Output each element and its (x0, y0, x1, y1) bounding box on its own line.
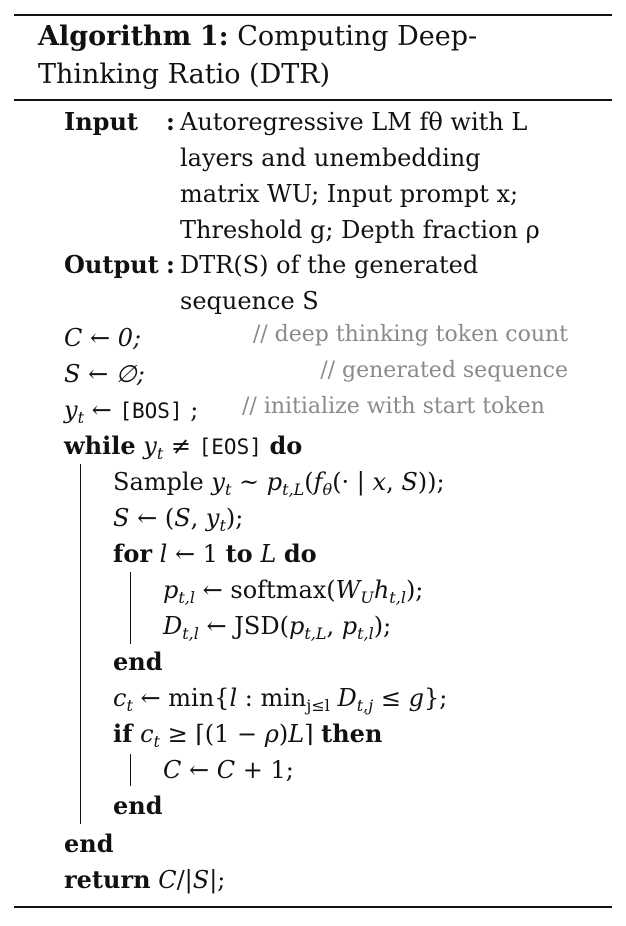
code-line-for: for l ← 1 to L do (113, 539, 317, 568)
while-block-bar (80, 464, 81, 824)
middle-rule (14, 99, 612, 101)
code-line-init-token: $y_t$ ← [BOS] ; (64, 396, 199, 427)
code-line-end-while: end (64, 829, 114, 858)
bos-token: [BOS] (119, 399, 183, 423)
code-line-init-count: C ← 0; (64, 324, 142, 352)
input-line-3: matrix WU; Input prompt x; (180, 180, 519, 208)
input-colon: : (166, 107, 175, 136)
code-line-if: if $c_t$ ≥ ⌈(1 − ρ)L⌉ then (113, 719, 383, 751)
top-rule (14, 14, 612, 16)
code-line-init-seq: S ← ∅; (64, 360, 145, 388)
output-colon: : (166, 250, 175, 279)
title-line-2: Thinking Ratio (DTR) (38, 59, 331, 90)
comment-sequence: // generated sequence (320, 358, 568, 383)
code-line-end-if: end (113, 791, 163, 820)
bottom-rule (14, 906, 612, 908)
comment-count: // deep thinking token count (252, 322, 568, 347)
eos-token: [EOS] (198, 435, 262, 459)
algorithm-number: 1: (199, 21, 229, 52)
code-line-softmax: $p_{t,l}$ ← $softmax(W_Uh_{t,l})$; (163, 576, 424, 607)
input-description (180, 104, 580, 248)
code-line-ct: $c_t$ ← min{l : $\min_{j\le l} D_{t,j} \le g$}; (113, 684, 448, 715)
code-line-end-for: end (113, 647, 163, 676)
input-line-2: layers and unembedding (180, 144, 481, 172)
output-line-2: sequence S (180, 287, 319, 315)
comment-start-token: // initialize with start token (242, 394, 545, 419)
output-line-1: DTR(S) of the generated (180, 251, 479, 279)
code-line-jsd: $D_{t,l}$ ← $JSD(p_{t,L}$, $p_{t,l}$); (163, 612, 392, 643)
algorithm-label: Algorithm (38, 21, 192, 52)
output-description (180, 247, 580, 319)
code-line-return: return C/|S|; (64, 865, 226, 894)
if-block-bar (130, 754, 131, 786)
algorithm-title (38, 18, 598, 94)
code-line-sample: Sample $y_t$ ~ $p_{t,L}(f_\theta(\cdot$ | x, S)); (113, 468, 445, 499)
input-line-4: Threshold g; Depth fraction ρ (180, 216, 540, 244)
code-line-append: S ← (S, $y_t$); (113, 504, 244, 535)
output-label: Output (64, 250, 159, 279)
input-label: Input (64, 107, 138, 136)
for-block-bar (130, 572, 131, 644)
code-line-increment: C ← C + 1; (163, 756, 294, 784)
code-line-while: while $y_t \ne [EOS]$ do (64, 431, 303, 463)
input-line-1: Autoregressive LM fθ with L (180, 108, 528, 136)
title-line-1: Computing Deep- (237, 21, 478, 52)
